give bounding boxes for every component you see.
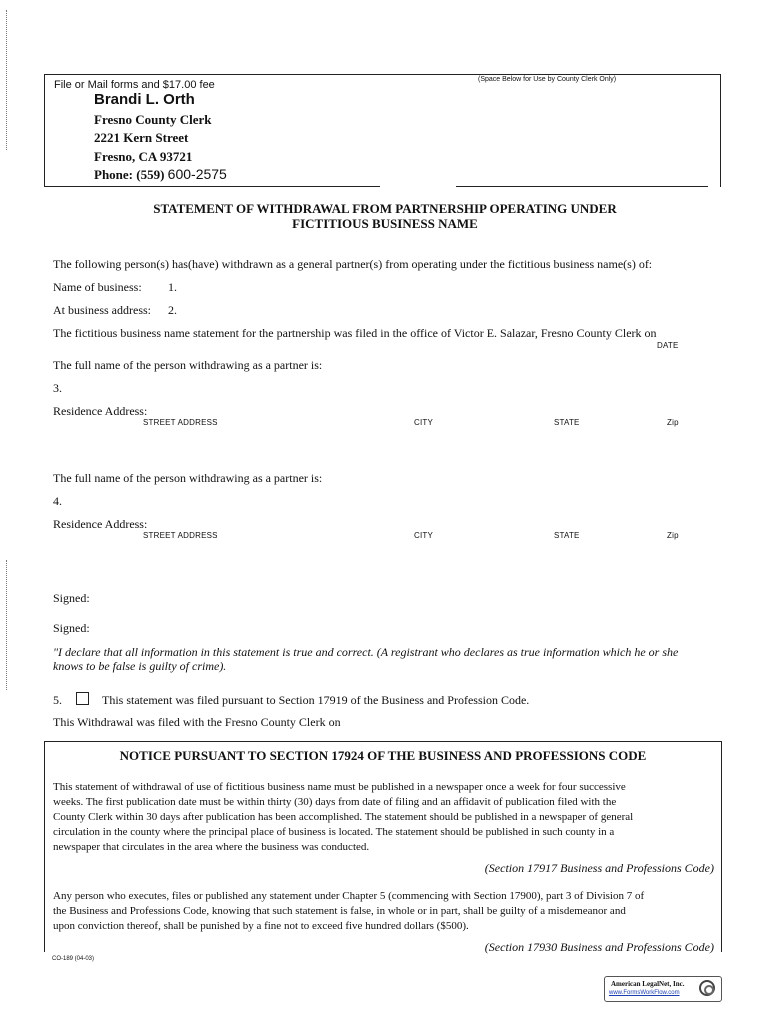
filed-date-field[interactable] — [647, 325, 724, 341]
form-title-line-1: STATEMENT OF WITHDRAWAL FROM PARTNERSHIP OPERATING UNDER — [153, 201, 617, 216]
declaration-text — [53, 645, 733, 673]
binding-margin-dots — [6, 10, 9, 150]
notice-citation-2: (Section 17930 Business and Professions Code) — [484, 940, 714, 954]
partner-4-street-caption: STREET ADDRESS — [143, 531, 218, 540]
partner-4-state-field[interactable] — [524, 550, 614, 566]
address-box-bottom-line — [44, 186, 380, 187]
partner-4-city-field[interactable] — [332, 550, 514, 566]
company-name: American LegalNet, Inc. — [611, 980, 685, 988]
item-2-number: 2. — [168, 303, 177, 317]
form-title — [0, 201, 770, 231]
notice-citation-1: (Section 17917 Business and Professions Code) — [484, 861, 714, 875]
partner-4-name-field[interactable] — [72, 493, 724, 509]
partner-4-zip-caption: Zip — [667, 531, 679, 540]
clerk-box-bottom-line — [456, 186, 708, 187]
notice-p1-line: circulation in the county where the principal place of business is located. The statement should be published in such county in a — [53, 826, 615, 838]
partner-4-street-field[interactable] — [44, 550, 322, 566]
clerk-use-note: (Space Below for Use by County Clerk Only) — [478, 76, 617, 83]
signature-field-1[interactable] — [96, 590, 724, 606]
business-address-label: At business address: — [53, 303, 151, 317]
form-code: CO-189 (04-03) — [52, 956, 95, 962]
withdrawal-filed-date-field[interactable] — [356, 714, 506, 730]
item-3-number: 3. — [53, 381, 62, 395]
partner-4-residence-label: Residence Address: — [53, 517, 148, 531]
partner-4-city-caption: CITY — [414, 531, 434, 540]
office-street: 2221 Kern Street — [94, 130, 189, 145]
item-1-number: 1. — [168, 280, 177, 294]
partner-3-zip-caption: Zip — [667, 418, 679, 427]
withdrawal-filed-text: This Withdrawal was filed with the Fresno County Clerk on — [53, 715, 341, 729]
notice-heading: NOTICE PURSUANT TO SECTION 17924 OF THE BUSINESS AND PROFESSIONS CODE — [119, 748, 647, 763]
partner-3-residence-label: Residence Address: — [53, 404, 148, 418]
section-17919-text: This statement was filed pursuant to Section 17919 of the Business and Profession Code. — [102, 693, 530, 707]
intro-text: The following person(s) has(have) withdrawn as a general partner(s) from operating under the fictitious business name(s) of: — [53, 257, 653, 271]
filed-statement-text: The fictitious business name statement for the partnership was filed in the office of Victor E. Salazar, Fresno County Clerk on — [53, 326, 657, 340]
item-4-number: 4. — [53, 494, 62, 508]
partner-3-street-field[interactable] — [44, 437, 322, 453]
notice-p1-line: newspaper that circulates in the area where the business was conducted. — [53, 841, 370, 853]
notice-p2-line: the Business and Professions Code, knowing that such statement is false, in whole or in part, shall be guilty of a misdemeanor and — [53, 905, 626, 917]
name-of-business-label: Name of business: — [53, 280, 142, 294]
item-5-number: 5. — [53, 693, 62, 707]
legalnet-logo-icon — [699, 980, 715, 996]
partner-3-state-caption: STATE — [554, 418, 580, 427]
signed-label-2: Signed: — [53, 621, 90, 635]
partner-3-city-caption: CITY — [414, 418, 434, 427]
date-caption: DATE — [657, 341, 679, 350]
notice-paragraph-2 — [53, 889, 644, 934]
company-website-link[interactable]: www.FormsWorkFlow.com — [609, 990, 680, 996]
declaration-line-2: knows to be false is guilty of crime). — [53, 659, 227, 673]
notice-paragraph-1 — [53, 780, 633, 855]
notice-p1-line: This statement of withdrawal of use of fictitious business name must be published in a newspaper once a week for four successive — [53, 781, 626, 793]
notice-p2-line: upon conviction thereof, shall be punished by a fine not to exceed five hundred dollars ($500). — [53, 920, 469, 932]
office-title: Fresno County Clerk — [94, 112, 212, 127]
partner-3-name-label: The full name of the person withdrawing as a partner is: — [53, 358, 323, 372]
partner-4-zip-field[interactable] — [624, 550, 724, 566]
partner-3-city-field[interactable] — [332, 437, 514, 453]
declaration-line-1: "I declare that all information in this statement is true and correct. (A registrant who declares as true information which he or she — [53, 645, 679, 659]
notice-p1-line: weeks. The first publication date must be within thirty (30) days from date of filing and an affidavit of publication filed with the — [53, 796, 617, 808]
partner-4-state-caption: STATE — [554, 531, 580, 540]
american-legalnet-badge — [604, 976, 722, 1002]
partner-4-name-label: The full name of the person withdrawing as a partner is: — [53, 471, 323, 485]
clerk-use-box — [380, 74, 721, 187]
section-17919-checkbox[interactable] — [76, 692, 89, 705]
signed-label-1: Signed: — [53, 591, 90, 605]
partner-3-state-field[interactable] — [524, 437, 614, 453]
business-name-field[interactable] — [186, 279, 724, 295]
signature-field-2[interactable] — [96, 620, 724, 636]
partner-3-zip-field[interactable] — [624, 437, 724, 453]
phone-number: 600-2575 — [167, 166, 227, 182]
notice-p2-line: Any person who executes, files or published any statement under Chapter 5 (commencing with Section 17900), part 3 of Division 7 of — [53, 890, 645, 902]
clerk-name: Brandi L. Orth — [94, 91, 195, 108]
partner-3-name-field[interactable] — [72, 380, 724, 396]
business-address-field[interactable] — [186, 302, 724, 318]
office-phone — [94, 166, 227, 183]
notice-p1-line: County Clerk within 30 days after publication has been accomplished. The statement should be published in a newspaper of general — [53, 811, 634, 823]
file-fee-text: File or Mail forms and $17.00 fee — [54, 79, 215, 91]
office-city-state-zip: Fresno, CA 93721 — [94, 149, 193, 164]
phone-label: Phone: (559) — [94, 167, 165, 182]
form-title-line-2: FICTITIOUS BUSINESS NAME — [292, 216, 478, 231]
binding-margin-dots — [6, 560, 9, 690]
partner-3-street-caption: STREET ADDRESS — [143, 418, 218, 427]
